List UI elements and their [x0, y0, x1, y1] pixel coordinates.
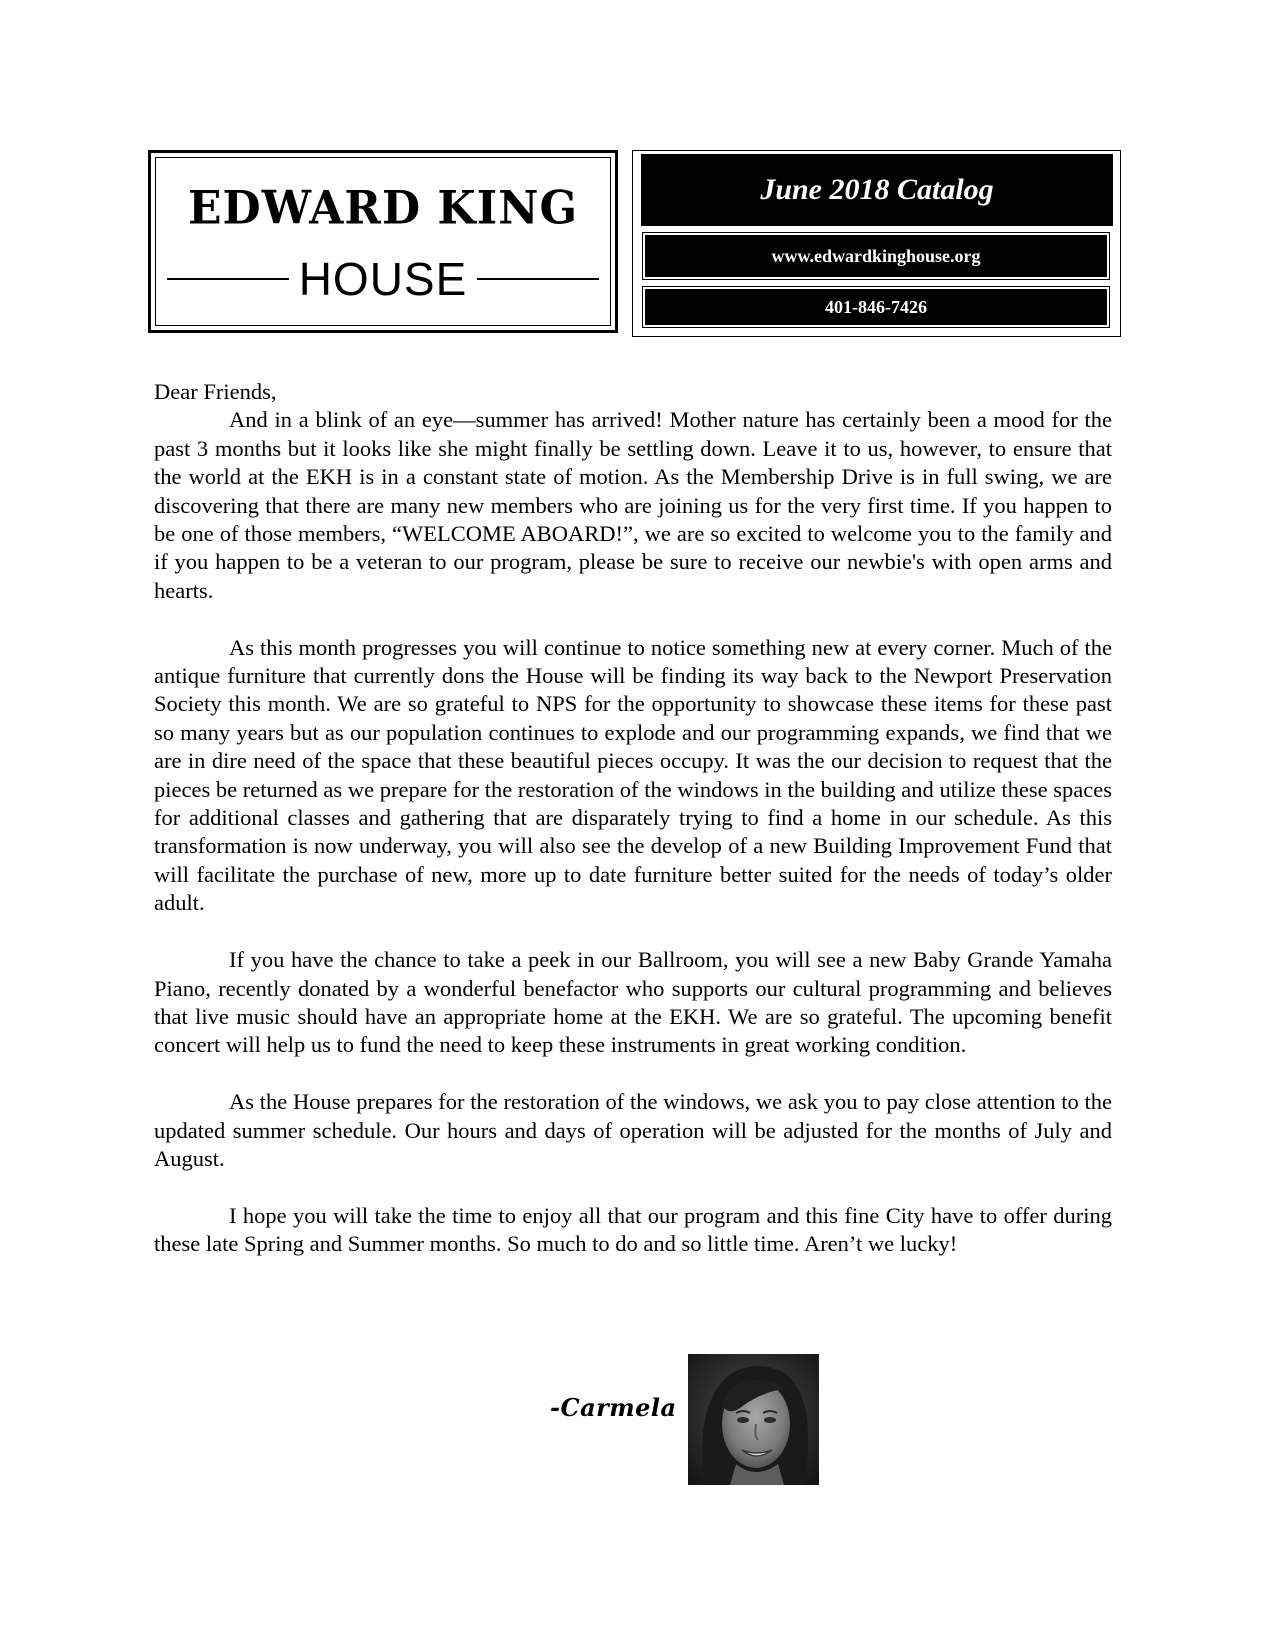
logo-title: EDWARD KING	[187, 181, 579, 236]
author-portrait-photo	[688, 1354, 819, 1485]
salutation: Dear Friends,	[154, 379, 277, 404]
paragraph-5: I hope you will take the time to enjoy all that our program and this fine City have to offer during these late Spring and Summer months. So much to do and so little time. Aren’t we lucky!	[154, 1202, 1112, 1257]
website-link[interactable]: www.edwardkinghouse.org	[643, 233, 1109, 279]
logo-subtitle: HOUSE	[298, 253, 468, 305]
catalog-title: June 2018 Catalog	[641, 154, 1113, 226]
phone-number: 401-846-7426	[643, 287, 1109, 327]
logo-left-rule	[167, 278, 289, 280]
logo-right-rule	[477, 278, 599, 280]
paragraph-4: As the House prepares for the restoration of the windows, we ask you to pay close attention to the updated summer schedule. Our hours and days of operation will be adjusted for the months of July and August.	[154, 1089, 1112, 1171]
paragraph-3: If you have the chance to take a peek in our Ballroom, you will see a new Baby Grande Yamaha Piano, recently donated by a wonderful benefactor who supports our cultural programming and believes that live music should have an appropriate home at the EKH. We are so grateful. The upcoming benefit concert will help us to fund the need to keep these instruments in great working condition.	[154, 947, 1112, 1058]
logo-box	[148, 150, 618, 333]
signature: -Carmela	[550, 1393, 677, 1422]
logo-subtitle-row	[167, 251, 599, 307]
letter-body	[154, 378, 1112, 1259]
paragraph-1: And in a blink of an eye—summer has arrived! Mother nature has certainly been a mood for the past 3 months but it looks like she might finally be settling down. Leave it to us, however, to ensure that the world at the EKH is in a constant state of motion. As the Membership Drive is in full swing, we are discovering that there are many new members who are joining us for the very first time. If you happen to be one of those members, “WELCOME ABOARD!”, we are so excited to welcome you to the family and if you happen to be a veteran to our program, please be sure to receive our newbie's with open arms and hearts.	[154, 407, 1112, 603]
catalog-info-box	[632, 150, 1121, 337]
paragraph-2: As this month progresses you will continue to notice something new at every corner. Much of the antique furniture that currently dons the House will be finding its way back to the Newport Preservation Society this month. We are so grateful to NPS for the opportunity to showcase these items for these past so many years but as our population continues to explode and our programming expands, we find that we are in dire need of the space that these beautiful pieces occupy. It was the our decision to request that the pieces be returned as we prepare for the restoration of the windows in the building and utilize these spaces for additional classes and gathering that are disparately trying to find a home in our schedule. As this transformation is now underway, you will also see the develop of a new Building Improvement Fund that will facilitate the purchase of new, more up to date furniture better suited for the needs of today’s older adult.	[154, 634, 1112, 916]
